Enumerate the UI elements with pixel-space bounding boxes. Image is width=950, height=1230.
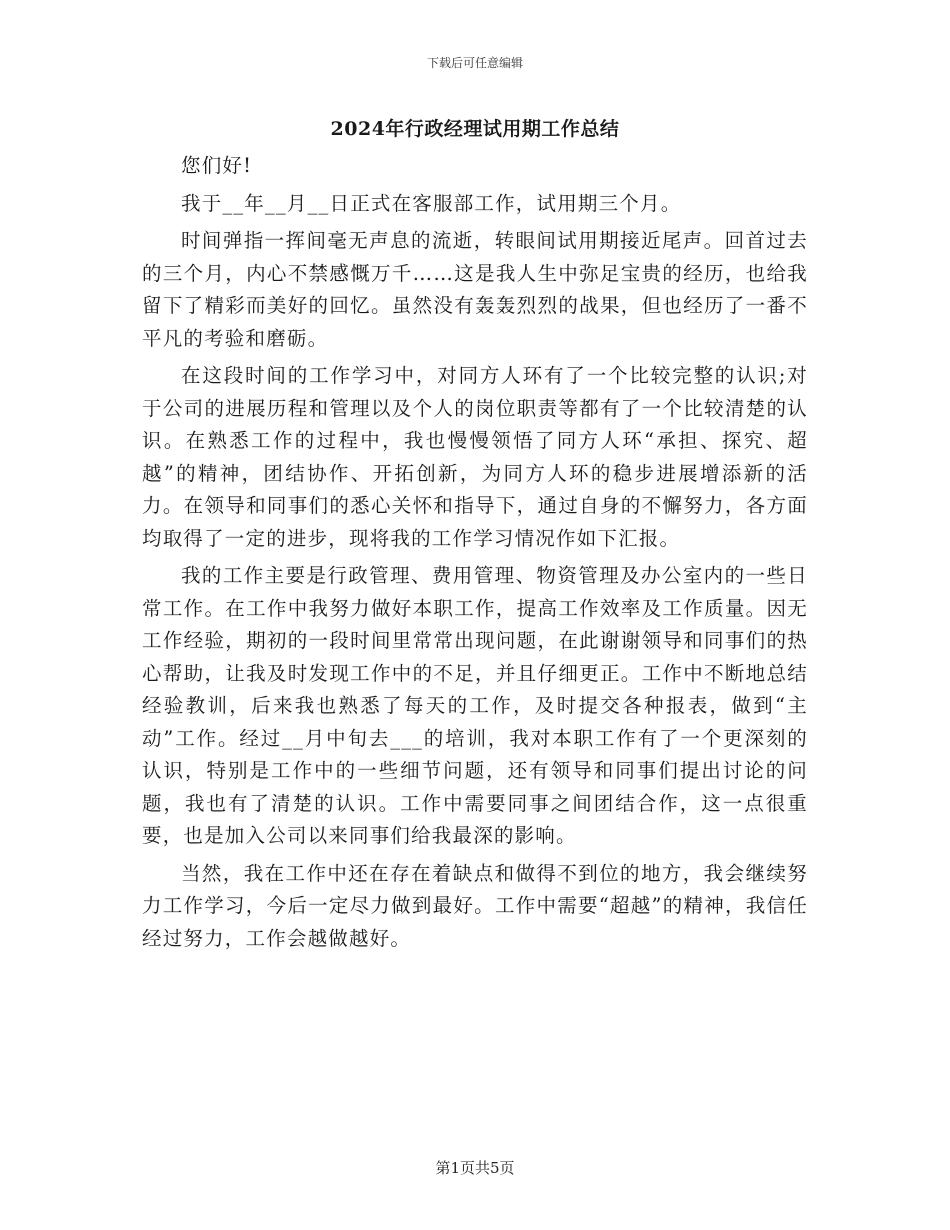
body-paragraph: 时间弹指一挥间毫无声息的流逝，转眼间试用期接近尾声。回首过去的三个月，内心不禁感慨万千……这是我人生中弥足宝贵的经历，也给我留下了精彩而美好的回忆。虽然没有轰轰烈烈的战果，但也经历了一番不平凡的考验和磨砺。: [142, 229, 808, 350]
document-body: [142, 150, 808, 955]
body-paragraph: 我于__年__月__日正式在客服部工作，试用期三个月。: [181, 191, 682, 215]
header-note: 下载后可任意编辑: [426, 56, 523, 70]
document-title: 2024年行政经理试用期工作总结: [330, 118, 620, 140]
page-indicator: 第1页共5页: [435, 1159, 515, 1177]
greeting-paragraph: 您们好!: [181, 154, 253, 177]
body-paragraph: 我的工作主要是行政管理、费用管理、物资管理及办公室内的一些日常工作。在工作中我努力做好本职工作，提高工作效率及工作质量。因无工作经验，期初的一段时间里常常出现问题，在此谢谢领导和同事们的热心帮助，让我及时发现工作中的不足，并且仔细更正。工作中不断地总结经验教训，后来我也熟悉了每天的工作，及时提交各种报表，做到“主动”工作。经过__月中旬去___的培训，我对本职工作有了一个更深刻的认识，特别是工作中的一些细节问题，还有领导和同事们提出讨论的问题，我也有了清楚的认识。工作中需要同事之间团结合作，这一点很重要，也是加入公司以来同事们给我最深的影响。: [142, 564, 808, 847]
body-paragraph: 在这段时间的工作学习中，对同方人环有了一个比较完整的认识;对于公司的进展历程和管理以及个人的岗位职责等都有了一个比较清楚的认识。在熟悉工作的过程中，我也慢慢领悟了同方人环“承担、探究、超越”的精神，团结协作、开拓创新，为同方人环的稳步进展增添新的活力。在领导和同事们的悉心关怀和指导下，通过自身的不懈努力，各方面均取得了一定的进步，现将我的工作学习情况作如下汇报。: [142, 364, 808, 550]
body-paragraph: 当然，我在工作中还在存在着缺点和做得不到位的地方，我会继续努力工作学习，今后一定尽力做到最好。工作中需要“超越”的精神，我信任经过努力，工作会越做越好。: [142, 861, 808, 950]
